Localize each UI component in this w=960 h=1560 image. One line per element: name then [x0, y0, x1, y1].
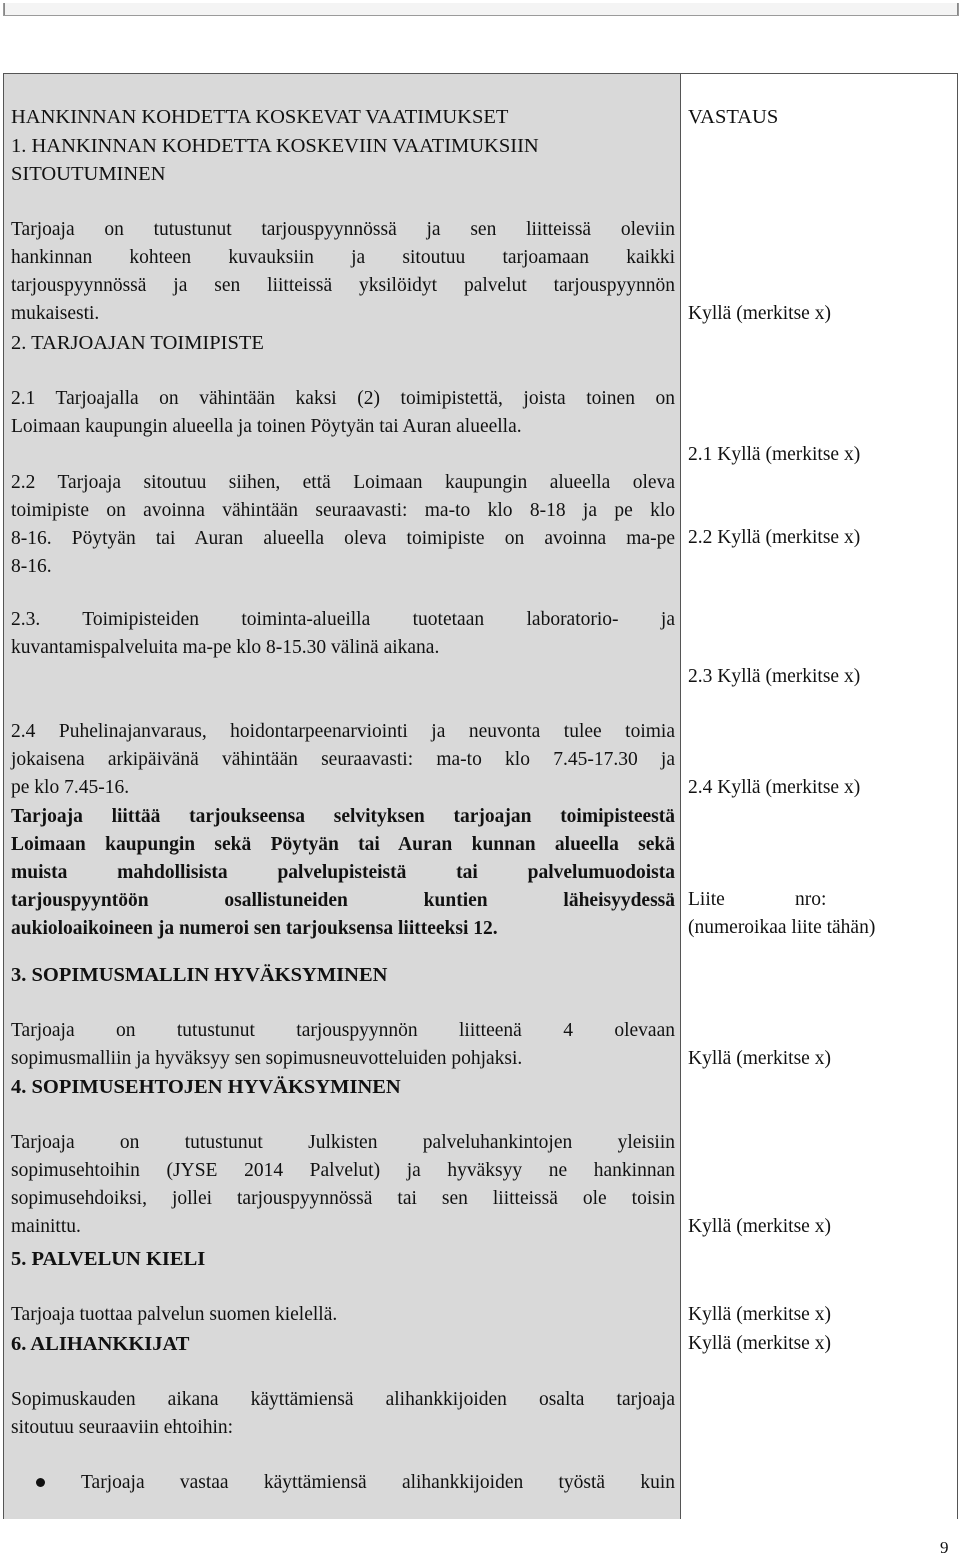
text-line: sitoutuu seuraaviin ehtoihin: [11, 1417, 234, 1438]
text-line: sopimusmalliin ja hyväksyy sen sopimusneuvotteluiden pohjaksi. [11, 1048, 523, 1069]
text-line: aukioloaikoineen ja numeroi sen tarjouksensa liitteeksi 12. [11, 918, 498, 939]
text-line: muista mahdollisista palvelupisteistä tai palvelumuodoista [11, 862, 675, 883]
text-line: Tarjoaja on tutustunut tarjouspyynnön liitteenä 4 olevaan [11, 1020, 675, 1041]
text-line: Sopimuskauden aikana käyttämiensä alihankkijoiden osalta tarjoaja [11, 1389, 675, 1410]
section-3-body [11, 1017, 675, 1073]
text-line: 8-16. [11, 556, 52, 577]
text-line: 2.1 Tarjoajalla on vähintään kaksi (2) toimipistettä, joista toinen on [11, 388, 675, 409]
top-edge-left-tick [4, 3, 5, 15]
attachment-label: Liite [688, 889, 725, 910]
text-line: 8-16. Pöytyän tai Auran alueella oleva toimipiste on avoinna ma-pe [11, 528, 675, 549]
attachment-hint: (numeroikaa liite tähän) [688, 917, 876, 938]
section-5-body: Tarjoaja tuottaa palvelun suomen kielellä. [11, 1304, 338, 1325]
section-2-title: 2. TARJOAJAN TOIMIPISTE [11, 332, 264, 354]
section-4-title: 4. SOPIMUSEHTOJEN HYVÄKSYMINEN [11, 1076, 401, 1098]
text-line: Tarjoaja on tutustunut Julkisten palveluhankintojen yleisiin [11, 1132, 675, 1153]
text-line: tarjouspyyntöön osallistuneiden kuntien läheisyydessä [11, 890, 675, 911]
section-2-3-text [11, 606, 675, 662]
text-line: tarjouspyynnössä ja sen liitteissä yksilöidyt palvelut tarjouspyynnön [11, 275, 675, 296]
text-line: 2.2 Tarjoaja sitoutuu siihen, että Loimaan kaupungin alueella oleva [11, 472, 675, 493]
page-top-edge [3, 3, 959, 16]
section-1-title-line1: 1. HANKINNAN KOHDETTA KOSKEVIIN VAATIMUKSIIN [11, 135, 539, 157]
top-edge-right-tick [957, 3, 958, 15]
table-header-strip [4, 74, 681, 103]
section-3-answer[interactable]: Kyllä (merkitse x) [688, 1048, 831, 1069]
text-line: mainittu. [11, 1216, 81, 1237]
answer-2-3[interactable]: 2.3 Kyllä (merkitse x) [688, 666, 861, 687]
attachment-number-label[interactable]: nro: [795, 889, 827, 910]
answer-2-1[interactable]: 2.1 Kyllä (merkitse x) [688, 444, 861, 465]
text-line: Loimaan kaupungin sekä Pöytyän tai Auran kunnan alueella sekä [11, 834, 675, 855]
section-6-answer[interactable]: Kyllä (merkitse x) [688, 1333, 831, 1354]
text-line: Tarjoaja vastaa käyttämiensä alihankkijoiden työstä kuin [81, 1472, 675, 1493]
bullet-icon [36, 1478, 45, 1487]
page-number: 9 [940, 1538, 949, 1557]
text-line: 2.4 Puhelinajanvaraus, hoidontarpeenarviointi ja neuvonta tulee toimia [11, 721, 675, 742]
section-6-bullet [81, 1469, 675, 1497]
answer-2-2[interactable]: 2.2 Kyllä (merkitse x) [688, 527, 861, 548]
answer-2-4[interactable]: 2.4 Kyllä (merkitse x) [688, 777, 861, 798]
text-line: kuvantamispalveluita ma-pe klo 8-15.30 välinä aikana. [11, 637, 440, 658]
section-6-title: 6. ALIHANKKIJAT [11, 1333, 190, 1355]
attachment-requirement-text [11, 803, 675, 943]
text-line: sopimusehdoiksi, jollei tarjouspyynnössä tai sen liitteissä ole toisin [11, 1188, 675, 1209]
section-6-body [11, 1386, 675, 1442]
text-line: sopimusehtoihin (JYSE 2014 Palvelut) ja hyväksyy ne hankinnan [11, 1160, 675, 1181]
text-line: pe klo 7.45-16. [11, 777, 130, 798]
table-header-left: HANKINNAN KOHDETTA KOSKEVAT VAATIMUKSET [11, 106, 509, 128]
table-header-right: VASTAUS [688, 106, 779, 128]
text-line: 2.3. Toimipisteiden toiminta-alueilla tuotetaan laboratorio- ja [11, 609, 675, 630]
text-line: mukaisesti. [11, 303, 100, 324]
text-line: jokaisena arkipäivänä vähintään seuraavasti: ma-to klo 7.45-17.30 ja [11, 749, 675, 770]
text-line: Loimaan kaupungin alueella ja toinen Pöytyän tai Auran alueella. [11, 416, 522, 437]
section-5-title: 5. PALVELUN KIELI [11, 1248, 206, 1270]
section-2-2-text [11, 469, 675, 581]
text-line: Tarjoaja liittää tarjoukseensa selvityksen tarjoajan toimipisteestä [11, 806, 675, 827]
text-line: Tarjoaja on tutustunut tarjouspyynnössä ja sen liitteissä oleviin [11, 219, 675, 240]
text-line: toimipiste on avoinna vähintään seuraavasti: ma-to klo 8-18 ja pe klo [11, 500, 675, 521]
section-4-body [11, 1129, 675, 1241]
section-1-title-line2: SITOUTUMINEN [11, 163, 166, 185]
section-4-answer[interactable]: Kyllä (merkitse x) [688, 1216, 831, 1237]
section-1-body [11, 216, 675, 328]
text-line: hankinnan kohteen kuvauksiin ja sitoutuu tarjoamaan kaikki [11, 247, 675, 268]
section-1-answer[interactable]: Kyllä (merkitse x) [688, 303, 831, 324]
section-2-1-text [11, 385, 675, 441]
section-2-4-text [11, 718, 675, 802]
section-3-title: 3. SOPIMUSMALLIN HYVÄKSYMINEN [11, 964, 388, 986]
section-5-answer[interactable]: Kyllä (merkitse x) [688, 1304, 831, 1325]
